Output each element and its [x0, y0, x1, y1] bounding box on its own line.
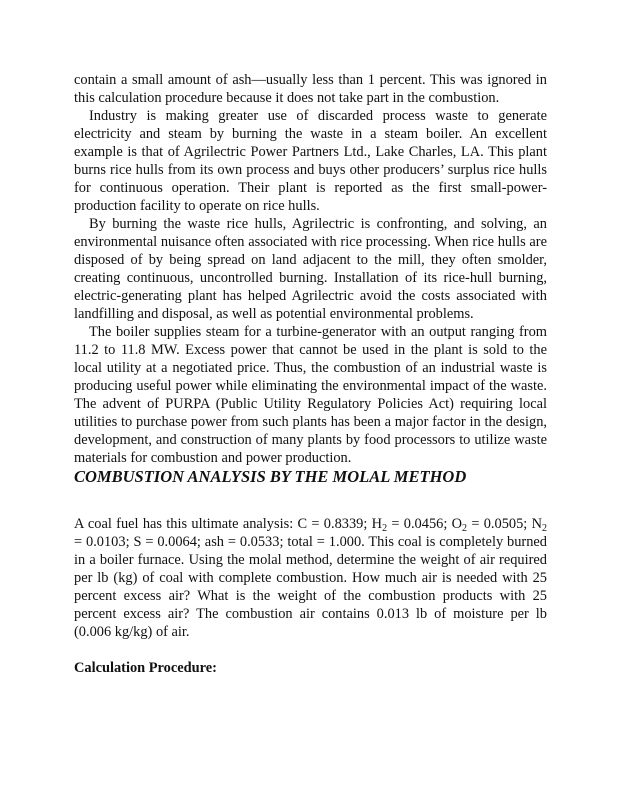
problem-statement: [74, 515, 547, 641]
problem-intro: A coal fuel has this ultimate analysis: C = 0.8339; H: [74, 516, 383, 532]
o2-subscript: 2: [462, 523, 468, 534]
n2-subscript: 2: [542, 523, 547, 534]
paragraph-agrilectric-intro: Industry is making greater use of discarded process waste to generate electricity and steam by burning the waste in a steam boiler. An excellent example is that of Agrilectric Power Partners Ltd., Lake Charles, LA. This plant burns rice hulls from its own process and buys other producers’ surplus rice hulls for continuous operation. Their plant is reported as the first small-power-production facility to operate on rice hulls.: [74, 108, 547, 214]
n2-prefix: N: [527, 516, 542, 532]
paragraph-environmental: By burning the waste rice hulls, Agrilectric is confronting, and solving, an environmental nuisance often associated with rice processing. When rice hulls are disposed of by being spread on land adjacent to the mill, they often smolder, creating continuous, uncontrolled burning. Installation of its rice-hull burning, electric-generating plant has helped Agrilectric avoid the costs associated with landfilling and disposal, as well as potential environmental problems.: [74, 216, 547, 322]
section-heading: COMBUSTION ANALYSIS BY THE MOLAL METHOD: [74, 467, 467, 486]
calculation-procedure-heading: Calculation Procedure:: [74, 660, 217, 676]
o2-value: = 0.0505;: [467, 516, 528, 532]
h2-value: = 0.0456; O: [387, 516, 463, 532]
h2-subscript: 2: [382, 523, 388, 534]
problem-rest: = 0.0103; S = 0.0064; ash = 0.0533; total = 1.000. This coal is completely burned in a boiler furnace. Using the molal method, determine the weight of air required per lb (kg) of coal with complete combustion. How much air is needed with 25 percent excess air? What is the weight of the combustion products with 25 percent excess air? The combustion air contains 0.013 lb of moisture per lb (0.006 kg/kg) of air.: [74, 534, 547, 640]
paragraph-boiler-output: The boiler supplies steam for a turbine-generator with an output ranging from 11.2 to 11.8 MW. Excess power that cannot be used in the plant is sold to the local utility at a negotiated price. Thus, the combustion of an industrial waste is producing useful power while eliminating the environmental impact of the waste. The advent of PURPA (Public Utility Regulatory Policies Act) requiring local utilities to purchase power from such plants has been a major factor in the design, development, and construction of many plants by food processors to utilize waste materials for combustion and power production.: [74, 324, 547, 466]
document-page: [74, 71, 547, 677]
paragraph-ash-note: contain a small amount of ash—usually less than 1 percent. This was ignored in this calculation procedure because it does not take part in the combustion.: [74, 72, 547, 106]
